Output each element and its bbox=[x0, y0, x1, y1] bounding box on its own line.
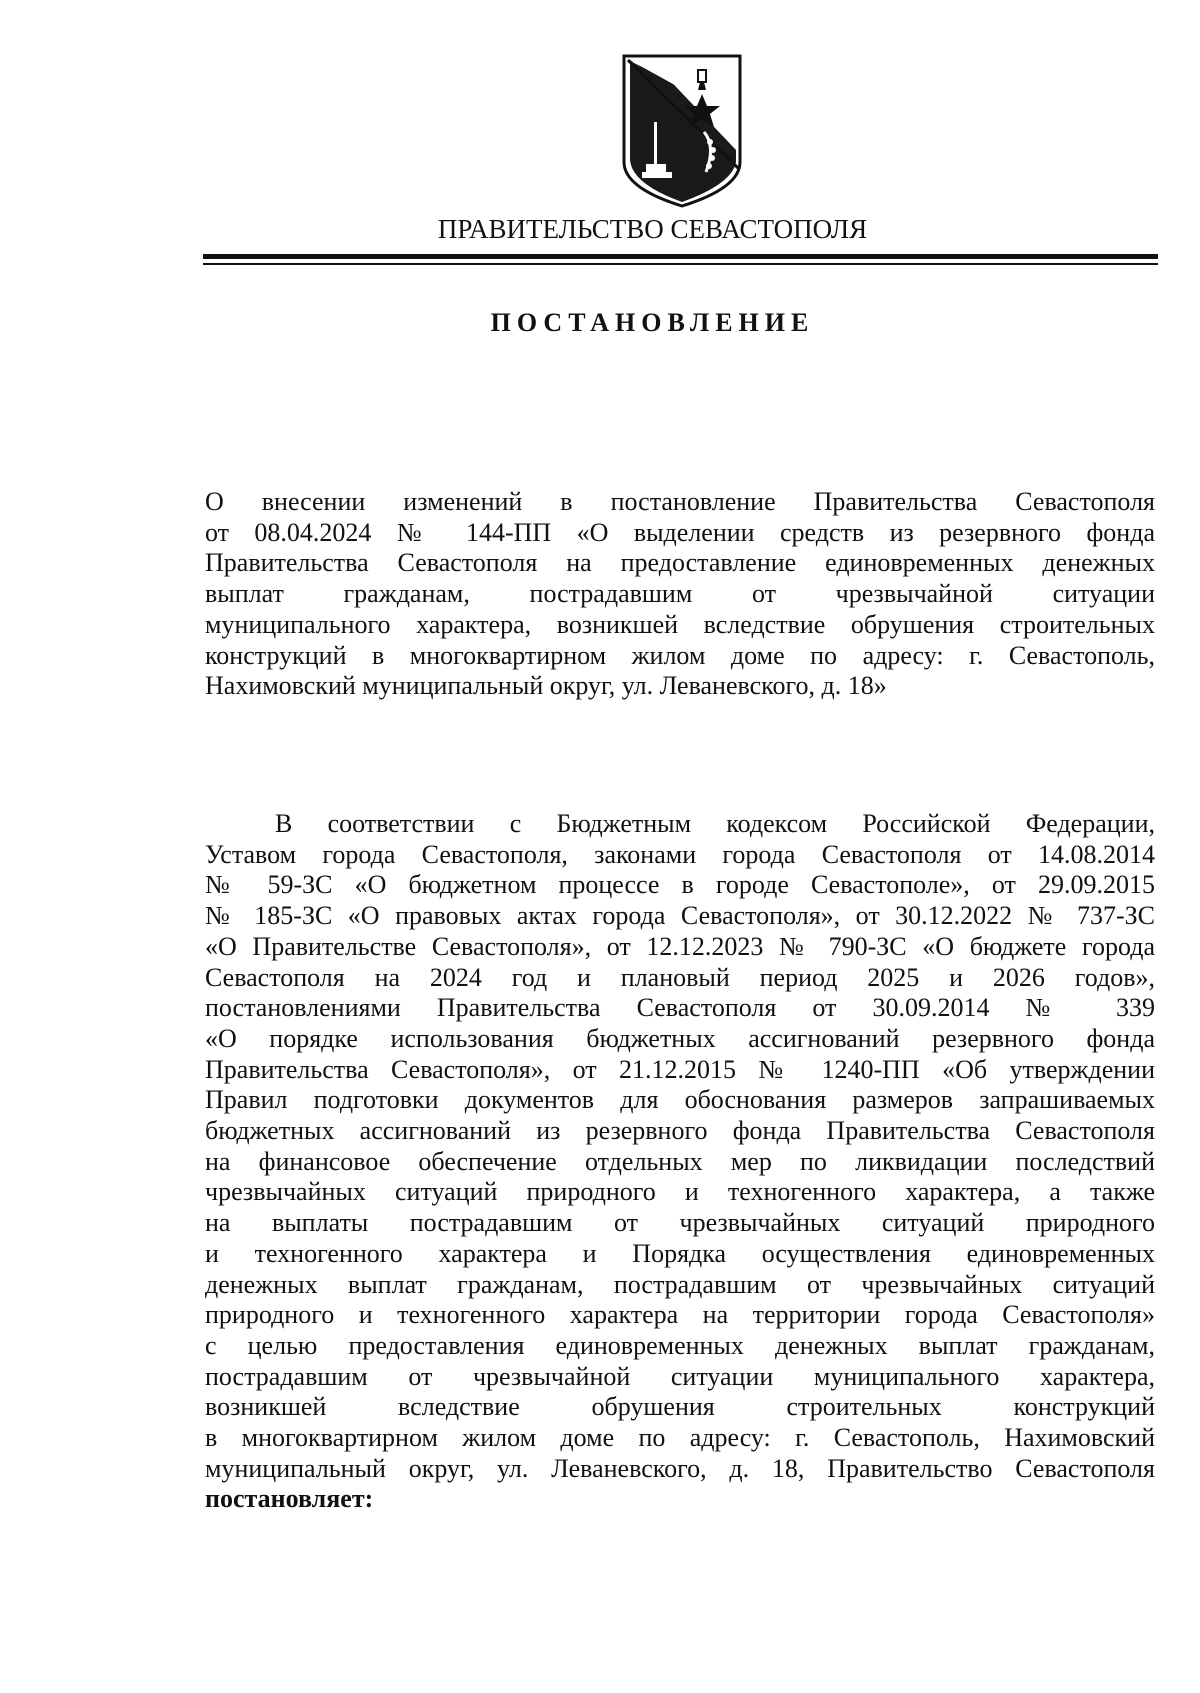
body-line: Правительства Севастополя», от 21.12.2015 № 1240-ПП «Об утверждении bbox=[205, 1054, 1155, 1084]
body-line: в многоквартирном жилом доме по адресу: г. Севастополь, Нахимовский bbox=[205, 1423, 1155, 1453]
body-line: № 59-ЗС «О бюджетном процессе в городе Севастополе», от 29.09.2015 bbox=[205, 870, 1155, 900]
title-line: Правительства Севастополя на предоставление единовременных денежных bbox=[205, 548, 1155, 578]
document-type: ПОСТАНОВЛЕНИЕ bbox=[490, 308, 815, 337]
title-line: от 08.04.2024 № 144-ПП «О выделении средств из резервного фонда bbox=[205, 517, 1155, 547]
body-line: бюджетных ассигнований из резервного фонда Правительства Севастополя bbox=[205, 1116, 1155, 1146]
coat-of-arms-icon bbox=[620, 50, 744, 208]
body-line: природного и техногенного характера на территории города Севастополя» bbox=[205, 1300, 1155, 1330]
body-line: Севастополя на 2024 год и плановый период 2025 и 2026 годов», bbox=[205, 962, 1155, 992]
body-line: «О порядке использования бюджетных ассигнований резервного фонда bbox=[205, 1023, 1155, 1053]
title-line: конструкций в многоквартирном жилом доме по адресу: г. Севастополь, bbox=[205, 640, 1155, 670]
body-line: «О Правительстве Севастополя», от 12.12.2023 № 790-ЗС «О бюджете города bbox=[205, 931, 1155, 961]
header-rule-thin bbox=[203, 263, 1158, 265]
body-line: денежных выплат гражданам, пострадавшим от чрезвычайных ситуаций bbox=[205, 1269, 1155, 1299]
body-line: и техногенного характера и Порядка осуществления единовременных bbox=[205, 1238, 1155, 1268]
government-name: ПРАВИТЕЛЬСТВО СЕВАСТОПОЛЯ bbox=[437, 214, 868, 244]
body-line: постановлениями Правительства Севастополя от 30.09.2014 № 339 bbox=[205, 993, 1155, 1023]
decree-word: постановляет: bbox=[205, 1484, 374, 1514]
body-line: муниципальный округ, ул. Леваневского, д. 18, Правительство Севастополя bbox=[205, 1453, 1155, 1483]
body-line: Уставом города Севастополя, законами города Севастополя от 14.08.2014 bbox=[205, 839, 1155, 869]
body-line: на финансовое обеспечение отдельных мер по ликвидации последствий bbox=[205, 1146, 1155, 1176]
title-line: Нахимовский муниципальный округ, ул. Леваневского, д. 18» bbox=[205, 671, 887, 701]
body-line: чрезвычайных ситуаций природного и техногенного характера, а также bbox=[205, 1177, 1155, 1207]
title-line: выплат гражданам, пострадавшим от чрезвычайной ситуации bbox=[205, 579, 1155, 609]
title-line: О внесении изменений в постановление Правительства Севастополя bbox=[205, 487, 1155, 516]
body-line: на выплаты пострадавшим от чрезвычайных ситуаций природного bbox=[205, 1208, 1155, 1238]
title-line: муниципального характера, возникшей вследствие обрушения строительных bbox=[205, 609, 1155, 639]
body-line: с целью предоставления единовременных денежных выплат гражданам, bbox=[205, 1330, 1155, 1360]
body-line: № 185-ЗС «О правовых актах города Севастополя», от 30.12.2022 № 737-ЗС bbox=[205, 901, 1155, 931]
body-line: пострадавшим от чрезвычайной ситуации муниципального характера, bbox=[205, 1361, 1155, 1391]
decree-title bbox=[205, 487, 1155, 702]
body-line: В соответствии с Бюджетным кодексом Российской Федерации, bbox=[275, 809, 1155, 838]
decree-preamble bbox=[205, 809, 1155, 1515]
header-rule-thick bbox=[203, 254, 1158, 259]
body-line: Правил подготовки документов для обоснования размеров запрашиваемых bbox=[205, 1085, 1155, 1115]
body-line: возникшей вследствие обрушения строительных конструкций bbox=[205, 1392, 1155, 1422]
